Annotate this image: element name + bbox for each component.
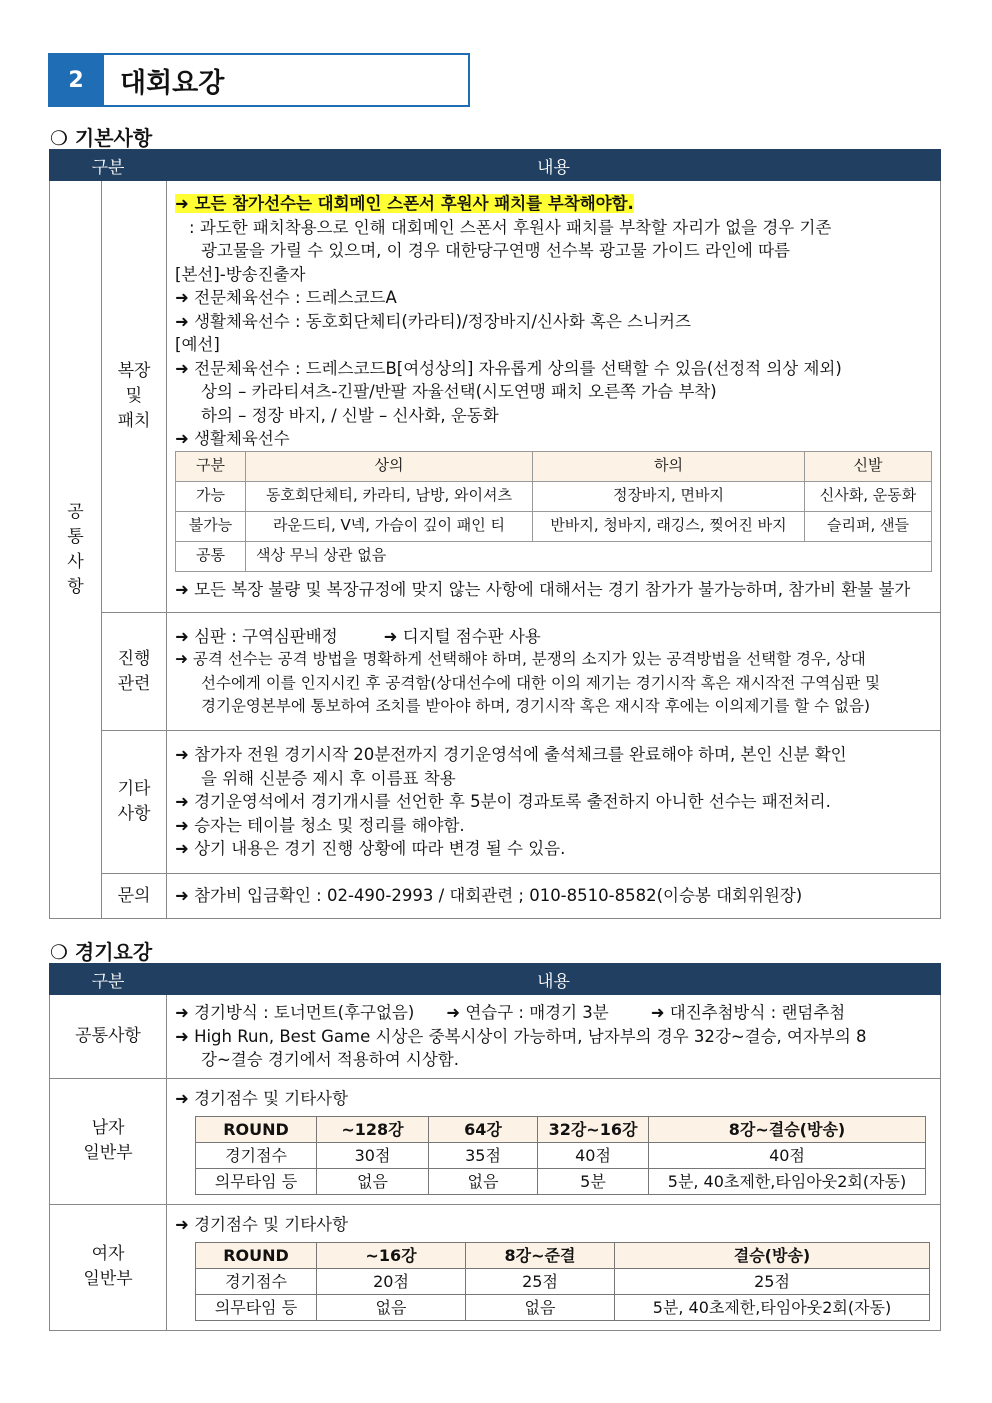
text-line: ➜ 모든 복장 불량 및 복장규정에 맞지 않는 사항에 대해서는 경기 참가가 불가능하며, 참가비 환불 불가 (175, 579, 911, 599)
text-line: ➜ High Run, Best Game 시상은 중복시상이 가능하며, 남자부의 경우 32강~결승, 여자부의 8 (175, 1026, 867, 1046)
text-line: ➜ 승자는 테이블 청소 및 정리를 해야함. (175, 815, 465, 835)
text-line: ➜ 공격 선수는 공격 방법을 명확하게 선택해야 하며, 분쟁의 소지가 있는 공격방법을 선택할 경우, 상대 (175, 650, 866, 668)
table-row: 가능 동호회단체티, 카라티, 남방, 와이셔츠 정장바지, 면바지 신사화, 운동화 (176, 481, 932, 511)
text-line: : 과도한 패치착용으로 인해 대회메인 스폰서 후원사 패치를 부착할 자리가 없을 경우 기존 (189, 217, 832, 237)
men-score-table (195, 1116, 926, 1195)
table-row: 공통 색상 무늬 상관 없음 (176, 541, 932, 571)
game-title: ❍ 경기요강 (50, 940, 153, 964)
text-contact: ➜ 참가비 입금확인 : 02-490-2993 / 대회관련 ; 010-8510-8582(이승봉 대회위원장) (175, 886, 803, 906)
text-line: ➜ 경기점수 및 기타사항 (175, 1088, 349, 1108)
row-game-common (50, 995, 941, 1079)
text-line: ➜ 전문체육선수 : 드레스코드B[여성상의] 자유롭게 상의를 선택할 수 있음(선정적 의상 제외) (175, 358, 842, 378)
content-dress (167, 181, 941, 613)
highlight-patch-rule: ➜ 모든 참가선수는 대회메인 스폰서 후원사 패치를 부착해야함. (175, 194, 634, 213)
table-row: 경기점수 30점 35점 40점 40점 (196, 1143, 926, 1169)
text-line: [본선]-방송진출자 (175, 264, 306, 284)
text-line: 경기운영본부에 통보하여 조치를 받아야 하며, 경기시작 혹은 재시작 후에는 이의제기를 할 수 없음) (201, 697, 871, 715)
group-label-common: 공 통 사 항 (50, 181, 102, 919)
text-line: 선수에게 이를 인지시킨 후 공격함(상대선수에 대한 이의 제기는 경기시작 혹은 재시작전 구역심판 및 (201, 673, 881, 692)
text-line: 광고물을 가릴 수 있으며, 이 경우 대한당구연맹 선수복 광고물 가이드 라인에 따름 (201, 241, 790, 260)
section-number: 2 (48, 53, 104, 107)
text-format: ➜ 경기방식 : 토너먼트(후구없음) (175, 1003, 415, 1022)
text-line: 강~결승 경기에서 적용하여 시상함. (201, 1050, 459, 1069)
table-row: 경기점수 20점 25점 25점 (196, 1269, 930, 1295)
text-line: ➜ 경기운영석에서 경기개시를 선언한 후 5분이 경과토록 출전하지 아니한 선수는 패전처리. (175, 792, 831, 812)
row-men (50, 1078, 941, 1204)
dress-table-header: 구분 상의 하의 신발 (176, 451, 932, 481)
basics-col-content: 내용 (167, 150, 941, 181)
section-title: 대회요강 (120, 68, 225, 99)
label-progress: 진행 관련 (102, 613, 167, 731)
table-row: 불가능 라운드티, V넥, 가슴이 깊이 패인 티 반바지, 청바지, 래깅스, 찢어진 바지 슬리퍼, 샌들 (176, 511, 932, 541)
women-table-header: ROUND ~16강 8강~준결 결승(방송) (196, 1243, 930, 1269)
label-inquiry: 문의 (102, 874, 167, 919)
text-practice: ➜ 연습구 : 매경기 3분 (446, 1003, 609, 1022)
game-col-category: 구분 (50, 964, 167, 995)
text-scoreboard: ➜ 디지털 점수판 사용 (383, 626, 541, 646)
text-draw: ➜ 대진추첨방식 : 랜덤추첨 (650, 1003, 846, 1022)
label-dress: 복장 및 패치 (102, 181, 167, 613)
content-women (167, 1204, 941, 1330)
label-women: 여자 일반부 (50, 1204, 167, 1330)
label-game-common: 공통사항 (50, 995, 167, 1079)
basics-col-category: 구분 (50, 150, 167, 181)
text-line: 상의 – 카라티셔츠-긴팔/반팔 자율선택(시도연맹 패치 오른쪽 가슴 부착) (201, 382, 717, 401)
row-inquiry (50, 874, 941, 919)
basics-table (49, 149, 941, 919)
basics-title: ❍ 기본사항 (50, 126, 153, 150)
content-etc (167, 731, 941, 874)
women-score-table (195, 1242, 930, 1321)
row-progress (50, 613, 941, 731)
section-header (48, 53, 470, 107)
row-etc (50, 731, 941, 874)
basics-header-row (50, 150, 941, 181)
dress-code-table (175, 451, 932, 572)
text-line: ➜ 생활체육선수 : 동호회단체티(카라티)/정장바지/신사화 혹은 스니커즈 (175, 311, 691, 331)
row-women (50, 1204, 941, 1330)
text-line: 을 위해 신분증 제시 후 이름표 착용 (201, 768, 456, 788)
content-progress (167, 613, 941, 731)
text-line: ➜ 경기점수 및 기타사항 (175, 1214, 349, 1234)
content-men (167, 1078, 941, 1204)
text-line: ➜ 전문체육선수 : 드레스코드A (175, 288, 397, 307)
label-etc: 기타 사항 (102, 731, 167, 874)
text-referee: ➜ 심판 : 구역심판배정 (175, 626, 338, 646)
label-men: 남자 일반부 (50, 1078, 167, 1204)
table-row: 의무타임 등 없음 없음 5분, 40초제한,타임아웃2회(자동) (196, 1295, 930, 1321)
text-line: ➜ 참가자 전원 경기시작 20분전까지 경기운영석에 출석체크를 완료해야 하며, 본인 신분 확인 (175, 745, 847, 765)
men-table-header: ROUND ~128강 64강 32강~16강 8강~결승(방송) (196, 1117, 926, 1143)
table-row: 의무타임 등 없음 없음 5분 5분, 40초제한,타임아웃2회(자동) (196, 1169, 926, 1195)
content-inquiry (167, 874, 941, 919)
text-line: ➜ 상기 내용은 경기 진행 상황에 따라 변경 될 수 있음. (175, 839, 566, 859)
game-table (49, 963, 941, 1331)
game-col-content: 내용 (167, 964, 941, 995)
text-line: ➜ 생활체육선수 (175, 429, 290, 448)
text-line: 하의 – 정장 바지, / 신발 – 신사화, 운동화 (201, 405, 499, 425)
row-dress (50, 181, 941, 613)
text-line: [예선] (175, 335, 220, 354)
game-header-row (50, 964, 941, 995)
content-game-common (167, 995, 941, 1079)
